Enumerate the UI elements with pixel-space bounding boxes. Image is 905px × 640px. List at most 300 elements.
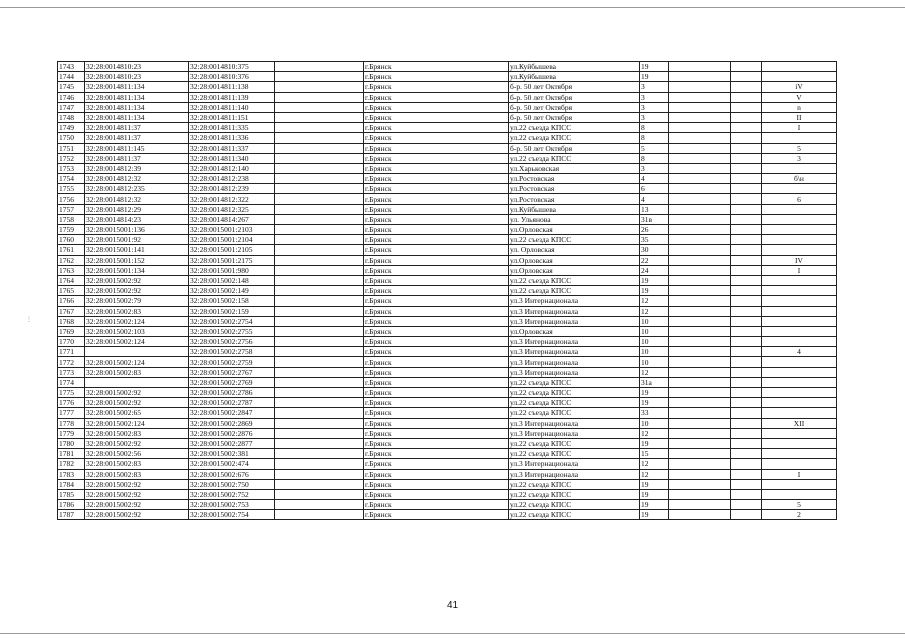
street-cell: ул.3 Интернационала (509, 428, 640, 438)
empty-cell (669, 489, 731, 499)
empty-cell (275, 469, 364, 479)
cadastral-number-cell: 32:28:0015002:752 (189, 489, 275, 499)
house-number-cell: 10 (640, 326, 669, 336)
empty-cell (731, 316, 762, 326)
empty-cell (669, 235, 731, 245)
premises-number-cell (762, 367, 837, 377)
empty-cell (731, 469, 762, 479)
street-cell: ул.22 съезда КПСС (509, 377, 640, 387)
house-number-cell: 8 (640, 153, 669, 163)
empty-cell (731, 225, 762, 235)
premises-number-cell: 4 (762, 347, 837, 357)
table-row (58, 62, 837, 72)
row-number-cell: 1760 (58, 235, 85, 245)
cadastral-number-cell: 32:28:0015002:2877 (189, 438, 275, 448)
empty-cell (275, 214, 364, 224)
house-number-cell: 15 (640, 449, 669, 459)
cadastral-number-cell: 32:28:0014812:238 (189, 174, 275, 184)
empty-cell (669, 459, 731, 469)
empty-cell (731, 174, 762, 184)
cadastral-number-cell: 32:28:0015002:2769 (189, 377, 275, 387)
cadastral-number-cell: 32:28:0014811:138 (189, 82, 275, 92)
street-cell: б-р. 50 лет Октября (509, 82, 640, 92)
parent-cadastral-number-cell: 32:28:0014811:37 (85, 133, 189, 143)
parent-cadastral-number-cell (85, 377, 189, 387)
city-cell: г.Брянск (364, 510, 509, 520)
empty-cell (669, 296, 731, 306)
empty-cell (731, 143, 762, 153)
city-cell: г.Брянск (364, 194, 509, 204)
empty-cell (275, 418, 364, 428)
empty-cell (731, 245, 762, 255)
empty-cell (731, 418, 762, 428)
empty-cell (731, 377, 762, 387)
empty-cell (731, 133, 762, 143)
cadastral-number-cell: 32:28:0015001:2103 (189, 225, 275, 235)
scan-top-edge-line (0, 7, 905, 8)
premises-number-cell (762, 204, 837, 214)
empty-cell (731, 326, 762, 336)
city-cell: г.Брянск (364, 367, 509, 377)
city-cell: г.Брянск (364, 225, 509, 235)
premises-number-cell: II (762, 112, 837, 122)
empty-cell (275, 306, 364, 316)
empty-cell (669, 398, 731, 408)
empty-cell (731, 500, 762, 510)
city-cell: г.Брянск (364, 204, 509, 214)
house-number-cell: 30 (640, 245, 669, 255)
house-number-cell: 8 (640, 133, 669, 143)
premises-number-cell (762, 286, 837, 296)
premises-number-cell: I (762, 469, 837, 479)
empty-cell (275, 479, 364, 489)
empty-cell (275, 163, 364, 173)
empty-cell (731, 459, 762, 469)
parent-cadastral-number-cell: 32:28:0015002:124 (85, 316, 189, 326)
house-number-cell: 12 (640, 459, 669, 469)
premises-number-cell (762, 62, 837, 72)
empty-cell (731, 408, 762, 418)
empty-cell (275, 367, 364, 377)
cadastral-number-cell: 32:28:0015002:750 (189, 479, 275, 489)
cadastral-number-cell: 32:28:0015002:754 (189, 510, 275, 520)
house-number-cell: 31в (640, 214, 669, 224)
house-number-cell: 12 (640, 306, 669, 316)
house-number-cell: 19 (640, 438, 669, 448)
premises-number-cell: 3 (762, 153, 837, 163)
table-row (58, 204, 837, 214)
table-row (58, 163, 837, 173)
premises-number-cell: 5 (762, 500, 837, 510)
parent-cadastral-number-cell: 32:28:0015002:92 (85, 398, 189, 408)
premises-number-cell (762, 316, 837, 326)
row-number-cell: 1776 (58, 398, 85, 408)
house-number-cell: 10 (640, 337, 669, 347)
parent-cadastral-number-cell: 32:28:0015001:92 (85, 235, 189, 245)
street-cell: ул.3 Интернационала (509, 469, 640, 479)
table-row (58, 133, 837, 143)
row-number-cell: 1779 (58, 428, 85, 438)
empty-cell (731, 92, 762, 102)
table-row (58, 214, 837, 224)
table-row (58, 479, 837, 489)
table-row (58, 82, 837, 92)
table-row (58, 296, 837, 306)
city-cell: г.Брянск (364, 92, 509, 102)
premises-number-cell (762, 275, 837, 285)
street-cell: ул.22 съезда КПСС (509, 479, 640, 489)
parent-cadastral-number-cell: 32:28:0015002:124 (85, 418, 189, 428)
city-cell: г.Брянск (364, 357, 509, 367)
table-row (58, 143, 837, 153)
city-cell: г.Брянск (364, 265, 509, 275)
street-cell: ул.3 Интернационала (509, 418, 640, 428)
empty-cell (669, 510, 731, 520)
empty-cell (669, 500, 731, 510)
street-cell: ул.Ростовская (509, 194, 640, 204)
empty-cell (669, 214, 731, 224)
row-number-cell: 1758 (58, 214, 85, 224)
cadastral-number-cell: 32:28:0015002:149 (189, 286, 275, 296)
table-row (58, 102, 837, 112)
premises-number-cell (762, 489, 837, 499)
city-cell: г.Брянск (364, 347, 509, 357)
cadastral-number-cell: 32:28:0014811:335 (189, 123, 275, 133)
table-row (58, 265, 837, 275)
premises-number-cell (762, 398, 837, 408)
premises-number-cell (762, 337, 837, 347)
empty-cell (669, 184, 731, 194)
house-number-cell: 4 (640, 174, 669, 184)
parent-cadastral-number-cell: 32:28:0014811:37 (85, 153, 189, 163)
cadastral-number-cell: 32:28:0015001:2175 (189, 255, 275, 265)
table-row (58, 367, 837, 377)
empty-cell (731, 82, 762, 92)
city-cell: г.Брянск (364, 184, 509, 194)
city-cell: г.Брянск (364, 377, 509, 387)
street-cell: ул.22 съезда КПСС (509, 489, 640, 499)
cadastral-number-cell: 32:28:0015002:381 (189, 449, 275, 459)
empty-cell (669, 62, 731, 72)
house-number-cell: 12 (640, 428, 669, 438)
house-number-cell: 8 (640, 123, 669, 133)
city-cell: г.Брянск (364, 123, 509, 133)
house-number-cell: 19 (640, 398, 669, 408)
row-number-cell: 1761 (58, 245, 85, 255)
street-cell: ул.Куйбышева (509, 62, 640, 72)
empty-cell (669, 92, 731, 102)
city-cell: г.Брянск (364, 255, 509, 265)
cadastral-number-cell: 32:28:0015002:159 (189, 306, 275, 316)
row-number-cell: 1756 (58, 194, 85, 204)
parent-cadastral-number-cell: 32:28:0014810:23 (85, 62, 189, 72)
empty-cell (275, 500, 364, 510)
empty-cell (669, 143, 731, 153)
table-row (58, 347, 837, 357)
cadastral-number-cell: 32:28:0015001:2105 (189, 245, 275, 255)
row-number-cell: 1743 (58, 62, 85, 72)
empty-cell (731, 438, 762, 448)
city-cell: г.Брянск (364, 112, 509, 122)
cadastral-number-cell: 32:28:0015002:148 (189, 275, 275, 285)
row-number-cell: 1752 (58, 153, 85, 163)
street-cell: ул.Орловская (509, 326, 640, 336)
cadastral-number-cell: 32:28:0015002:2755 (189, 326, 275, 336)
city-cell: г.Брянск (364, 163, 509, 173)
empty-cell (731, 479, 762, 489)
parent-cadastral-number-cell: 32:28:0015002:92 (85, 510, 189, 520)
empty-cell (275, 398, 364, 408)
empty-cell (275, 449, 364, 459)
cadastral-number-cell: 32:28:0014810:375 (189, 62, 275, 72)
city-cell: г.Брянск (364, 388, 509, 398)
street-cell: ул.22 съезда КПСС (509, 153, 640, 163)
empty-cell (275, 316, 364, 326)
city-cell: г.Брянск (364, 489, 509, 499)
empty-cell (731, 112, 762, 122)
cadastral-number-cell: 32:28:0015002:2754 (189, 316, 275, 326)
row-number-cell: 1759 (58, 225, 85, 235)
scan-bottom-edge-line (0, 633, 905, 634)
premises-number-cell: 6 (762, 194, 837, 204)
row-number-cell: 1766 (58, 296, 85, 306)
empty-cell (669, 286, 731, 296)
row-number-cell: 1755 (58, 184, 85, 194)
empty-cell (275, 438, 364, 448)
premises-number-cell (762, 245, 837, 255)
cadastral-number-cell: 32:28:0014811:151 (189, 112, 275, 122)
street-cell: ул.3 Интернационала (509, 306, 640, 316)
row-number-cell: 1787 (58, 510, 85, 520)
house-number-cell: 12 (640, 469, 669, 479)
empty-cell (275, 428, 364, 438)
street-cell: ул.3 Интернационала (509, 357, 640, 367)
empty-cell (731, 72, 762, 82)
parent-cadastral-number-cell: 32:28:0014812:32 (85, 194, 189, 204)
premises-number-cell: XII (762, 418, 837, 428)
parent-cadastral-number-cell: 32:28:0015002:83 (85, 459, 189, 469)
cadastral-number-cell: 32:28:0015002:2786 (189, 388, 275, 398)
premises-number-cell (762, 377, 837, 387)
parent-cadastral-number-cell: 32:28:0015002:83 (85, 428, 189, 438)
city-cell: г.Брянск (364, 174, 509, 184)
street-cell: ул.Ростовская (509, 174, 640, 184)
empty-cell (731, 204, 762, 214)
table-row (58, 438, 837, 448)
registry-table (57, 61, 837, 520)
cadastral-number-cell: 32:28:0014811:140 (189, 102, 275, 112)
table-row (58, 245, 837, 255)
empty-cell (275, 296, 364, 306)
premises-number-cell: б\н (762, 174, 837, 184)
house-number-cell: 19 (640, 500, 669, 510)
empty-cell (731, 275, 762, 285)
table-row (58, 337, 837, 347)
empty-cell (275, 255, 364, 265)
table-row (58, 112, 837, 122)
city-cell: г.Брянск (364, 72, 509, 82)
table-row (58, 275, 837, 285)
row-number-cell: 1748 (58, 112, 85, 122)
street-cell: ул.3 Интернационала (509, 296, 640, 306)
parent-cadastral-number-cell: 32:28:0015001:152 (85, 255, 189, 265)
table-row (58, 184, 837, 194)
city-cell: г.Брянск (364, 337, 509, 347)
registry-table-body (58, 62, 837, 520)
street-cell: ул.Орловская (509, 265, 640, 275)
house-number-cell: 13 (640, 204, 669, 214)
cadastral-number-cell: 32:28:0014812:140 (189, 163, 275, 173)
parent-cadastral-number-cell: 32:28:0014812:235 (85, 184, 189, 194)
city-cell: г.Брянск (364, 469, 509, 479)
empty-cell (669, 255, 731, 265)
premises-number-cell (762, 479, 837, 489)
empty-cell (731, 357, 762, 367)
table-row (58, 408, 837, 418)
row-number-cell: 1773 (58, 367, 85, 377)
house-number-cell: 10 (640, 316, 669, 326)
empty-cell (669, 357, 731, 367)
empty-cell (669, 388, 731, 398)
premises-number-cell (762, 225, 837, 235)
empty-cell (669, 225, 731, 235)
house-number-cell: 19 (640, 510, 669, 520)
empty-cell (275, 92, 364, 102)
empty-cell (731, 398, 762, 408)
parent-cadastral-number-cell: 32:28:0015002:92 (85, 438, 189, 448)
empty-cell (731, 184, 762, 194)
parent-cadastral-number-cell: 32:28:0015002:56 (85, 449, 189, 459)
empty-cell (275, 112, 364, 122)
parent-cadastral-number-cell: 32:28:0014814:23 (85, 214, 189, 224)
premises-number-cell (762, 214, 837, 224)
cadastral-number-cell: 32:28:0015002:2869 (189, 418, 275, 428)
street-cell: ул.22 съезда КПСС (509, 408, 640, 418)
street-cell: ул.22 съезда КПСС (509, 510, 640, 520)
city-cell: г.Брянск (364, 82, 509, 92)
empty-cell (275, 82, 364, 92)
premises-number-cell (762, 459, 837, 469)
premises-number-cell (762, 235, 837, 245)
table-row (58, 500, 837, 510)
house-number-cell: 3 (640, 163, 669, 173)
row-number-cell: 1786 (58, 500, 85, 510)
empty-cell (669, 408, 731, 418)
empty-cell (669, 449, 731, 459)
city-cell: г.Брянск (364, 102, 509, 112)
empty-cell (669, 337, 731, 347)
street-cell: ул.22 съезда КПСС (509, 235, 640, 245)
table-row (58, 92, 837, 102)
empty-cell (669, 479, 731, 489)
street-cell: б-р. 50 лет Октября (509, 112, 640, 122)
street-cell: ул.Харьковская (509, 163, 640, 173)
parent-cadastral-number-cell: 32:28:0015002:92 (85, 489, 189, 499)
empty-cell (731, 265, 762, 275)
empty-cell (731, 510, 762, 520)
cadastral-number-cell: 32:28:0015002:2876 (189, 428, 275, 438)
parent-cadastral-number-cell: 32:28:0015002:92 (85, 479, 189, 489)
empty-cell (669, 194, 731, 204)
table-row (58, 357, 837, 367)
house-number-cell: 19 (640, 489, 669, 499)
cadastral-number-cell: 32:28:0014812:325 (189, 204, 275, 214)
table-row (58, 286, 837, 296)
empty-cell (731, 62, 762, 72)
empty-cell (669, 174, 731, 184)
table-row (58, 72, 837, 82)
empty-cell (669, 265, 731, 275)
empty-cell (275, 489, 364, 499)
table-row (58, 255, 837, 265)
row-number-cell: 1744 (58, 72, 85, 82)
table-row (58, 388, 837, 398)
street-cell: ул. Ульянова (509, 214, 640, 224)
house-number-cell: 33 (640, 408, 669, 418)
row-number-cell: 1763 (58, 265, 85, 275)
empty-cell (731, 428, 762, 438)
empty-cell (731, 489, 762, 499)
row-number-cell: 1745 (58, 82, 85, 92)
parent-cadastral-number-cell: 32:28:0015002:83 (85, 469, 189, 479)
city-cell: г.Брянск (364, 500, 509, 510)
parent-cadastral-number-cell: 32:28:0015002:92 (85, 500, 189, 510)
empty-cell (669, 133, 731, 143)
row-number-cell: 1749 (58, 123, 85, 133)
premises-number-cell (762, 357, 837, 367)
street-cell: ул.22 съезда КПСС (509, 449, 640, 459)
city-cell: г.Брянск (364, 316, 509, 326)
table-row (58, 174, 837, 184)
empty-cell (275, 408, 364, 418)
parent-cadastral-number-cell: 32:28:0014811:145 (85, 143, 189, 153)
table-row (58, 123, 837, 133)
row-number-cell: 1774 (58, 377, 85, 387)
house-number-cell: 12 (640, 367, 669, 377)
row-number-cell: 1777 (58, 408, 85, 418)
parent-cadastral-number-cell: 32:28:0015002:124 (85, 337, 189, 347)
street-cell: ул.3 Интернационала (509, 459, 640, 469)
table-row (58, 449, 837, 459)
street-cell: ул.22 съезда КПСС (509, 286, 640, 296)
empty-cell (669, 469, 731, 479)
street-cell: ул.3 Интернационала (509, 316, 640, 326)
premises-number-cell (762, 408, 837, 418)
table-row (58, 153, 837, 163)
row-number-cell: 1746 (58, 92, 85, 102)
table-row (58, 428, 837, 438)
cadastral-number-cell: 32:28:0015002:158 (189, 296, 275, 306)
page-number: 41 (446, 600, 459, 611)
parent-cadastral-number-cell: 32:28:0014811:37 (85, 123, 189, 133)
street-cell: ул.22 съезда КПСС (509, 438, 640, 448)
table-row (58, 398, 837, 408)
city-cell: г.Брянск (364, 398, 509, 408)
row-number-cell: 1753 (58, 163, 85, 173)
street-cell: ул.3 Интернационала (509, 347, 640, 357)
empty-cell (669, 153, 731, 163)
table-row (58, 469, 837, 479)
premises-number-cell: IV (762, 255, 837, 265)
parent-cadastral-number-cell: 32:28:0015002:92 (85, 275, 189, 285)
table-row (58, 194, 837, 204)
empty-cell (669, 428, 731, 438)
house-number-cell: 6 (640, 184, 669, 194)
premises-number-cell: n (762, 102, 837, 112)
cadastral-number-cell: 32:28:0014814:267 (189, 214, 275, 224)
parent-cadastral-number-cell: 32:28:0015002:103 (85, 326, 189, 336)
cadastral-number-cell: 32:28:0015002:2756 (189, 337, 275, 347)
